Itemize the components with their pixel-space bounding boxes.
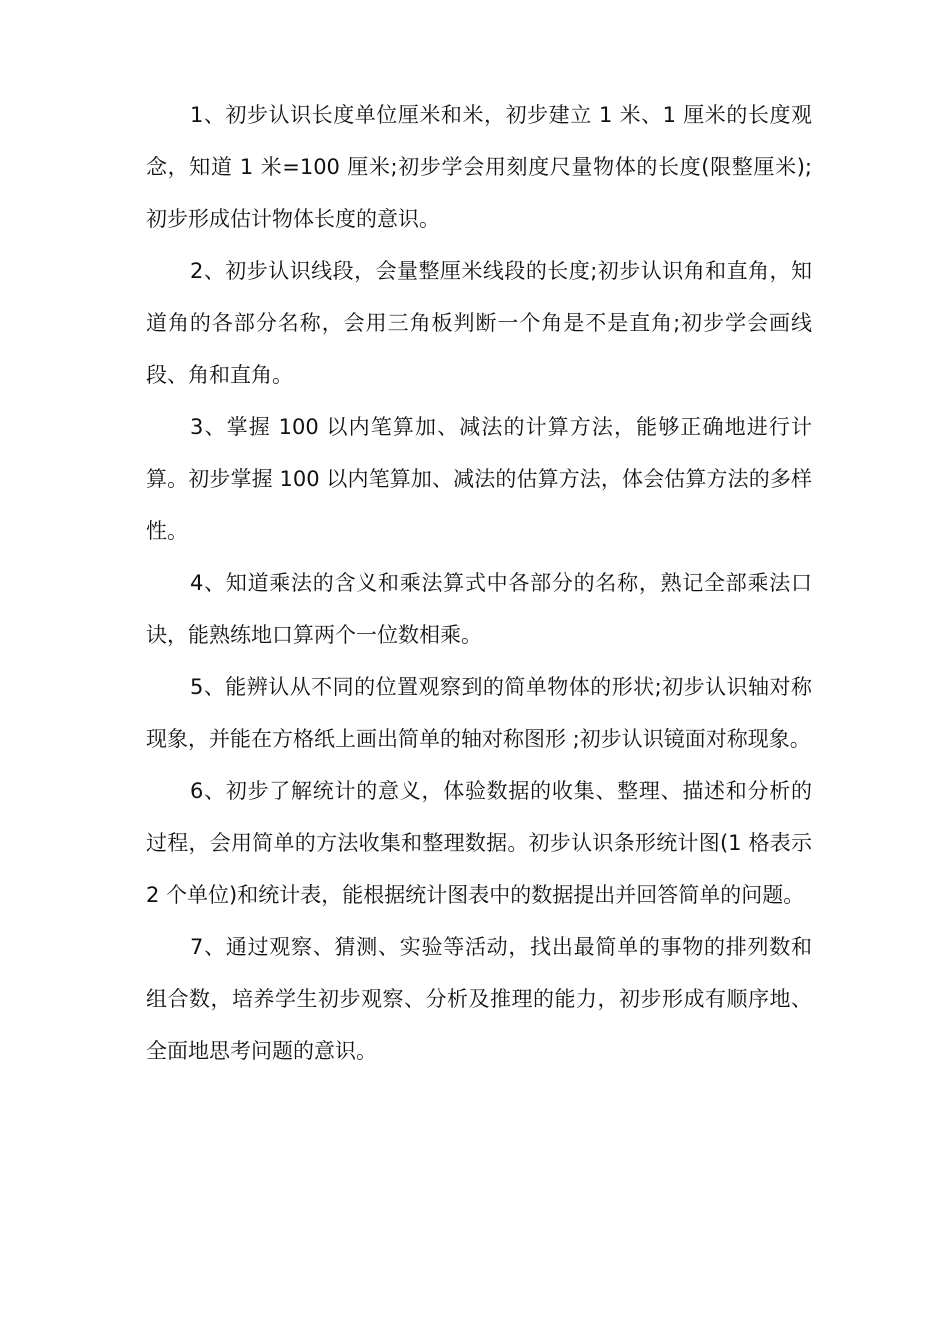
- paragraph-4: 4、知道乘法的含义和乘法算式中各部分的名称，熟记全部乘法口诀，能熟练地口算两个一位数相乘。: [146, 571, 812, 647]
- document-body: [146, 89, 812, 1077]
- paragraph-1: 1、初步认识长度单位厘米和米，初步建立 1 米、1 厘米的长度观念，知道 1 米=100 厘米;初步学会用刻度尺量物体的长度(限整厘米);初步形成估计物体长度的意识。: [146, 103, 812, 231]
- paragraph-5: 5、能辨认从不同的位置观察到的简单物体的形状;初步认识轴对称现象，并能在方格纸上画出简单的轴对称图形 ;初步认识镜面对称现象。: [146, 675, 812, 751]
- paragraph-3: 3、掌握 100 以内笔算加、减法的计算方法，能够正确地进行计算。初步掌握 100 以内笔算加、减法的估算方法，体会估算方法的多样性。: [146, 415, 812, 543]
- paragraph-6: 6、初步了解统计的意义，体验数据的收集、整理、描述和分析的过程，会用简单的方法收集和整理数据。初步认识条形统计图(1 格表示 2 个单位)和统计表，能根据统计图表中的数据提出并回答简单的问题。: [146, 779, 812, 907]
- paragraph-7: 7、通过观察、猜测、实验等活动，找出最简单的事物的排列数和组合数，培养学生初步观察、分析及推理的能力，初步形成有顺序地、全面地思考问题的意识。: [146, 935, 812, 1063]
- paragraph-2: 2、初步认识线段，会量整厘米线段的长度;初步认识角和直角，知道角的各部分名称，会用三角板判断一个角是不是直角;初步学会画线段、角和直角。: [146, 259, 812, 387]
